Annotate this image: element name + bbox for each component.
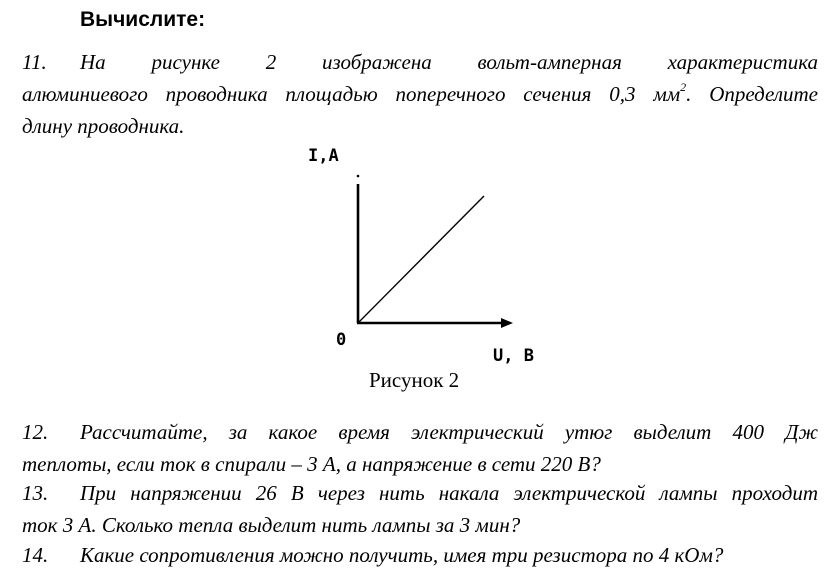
problem-14-number: 14. [22,543,49,567]
problem-14 [22,539,818,571]
problem-12-line-2: теплоты, если ток в спирали – 3 А, а напряжение в сети 220 В? [22,452,601,476]
y-axis-label: I,A [308,146,339,166]
problem-13-line-2: ток 3 А. Сколько тепла выделит нить лампы за 3 мин? [22,513,521,537]
problem-13-line-1 [22,477,818,509]
vi-characteristic-graph [300,140,540,370]
problem-12 [22,416,818,480]
problem-11-text-2a: алюминиевого проводника площадью поперечного сечения 0,3 мм [22,82,681,106]
problem-13 [22,477,818,541]
y-axis-tip [357,175,360,178]
x-axis-arrow [501,318,513,328]
problem-11-number: 11. [22,50,47,74]
problem-12-number: 12. [22,420,49,444]
problem-13-text-1: При напряжении 26 В через нить накала электрической лампы проходит [80,481,818,505]
characteristic-line [358,196,484,323]
problem-12-text-1: Рассчитайте, за какое время электрический утюг выделит 400 Дж [80,420,818,444]
problem-11-line-2 [22,78,818,110]
problem-14-line-1 [22,539,818,571]
problem-11-text-2b: . Определите [686,82,818,106]
origin-label: 0 [336,330,347,350]
problem-14-text-1: Какие сопротивления можно получить, имея три резистора по 4 кОм? [80,543,724,567]
section-heading: Вычислите: [80,8,206,31]
problem-11-line-1 [22,46,818,78]
x-axis-label: U, B [493,346,534,366]
problem-13-number: 13. [22,481,49,505]
figure-caption: Рисунок 2 [369,368,460,392]
problem-11-superscript: 2 [680,80,687,94]
problem-11-text-1: На рисунке 2 изображена вольт-амперная характеристика [80,50,818,74]
problem-11-line-3: длину проводника. [22,114,185,138]
problem-11 [22,46,818,142]
problem-12-line-1 [22,416,818,448]
